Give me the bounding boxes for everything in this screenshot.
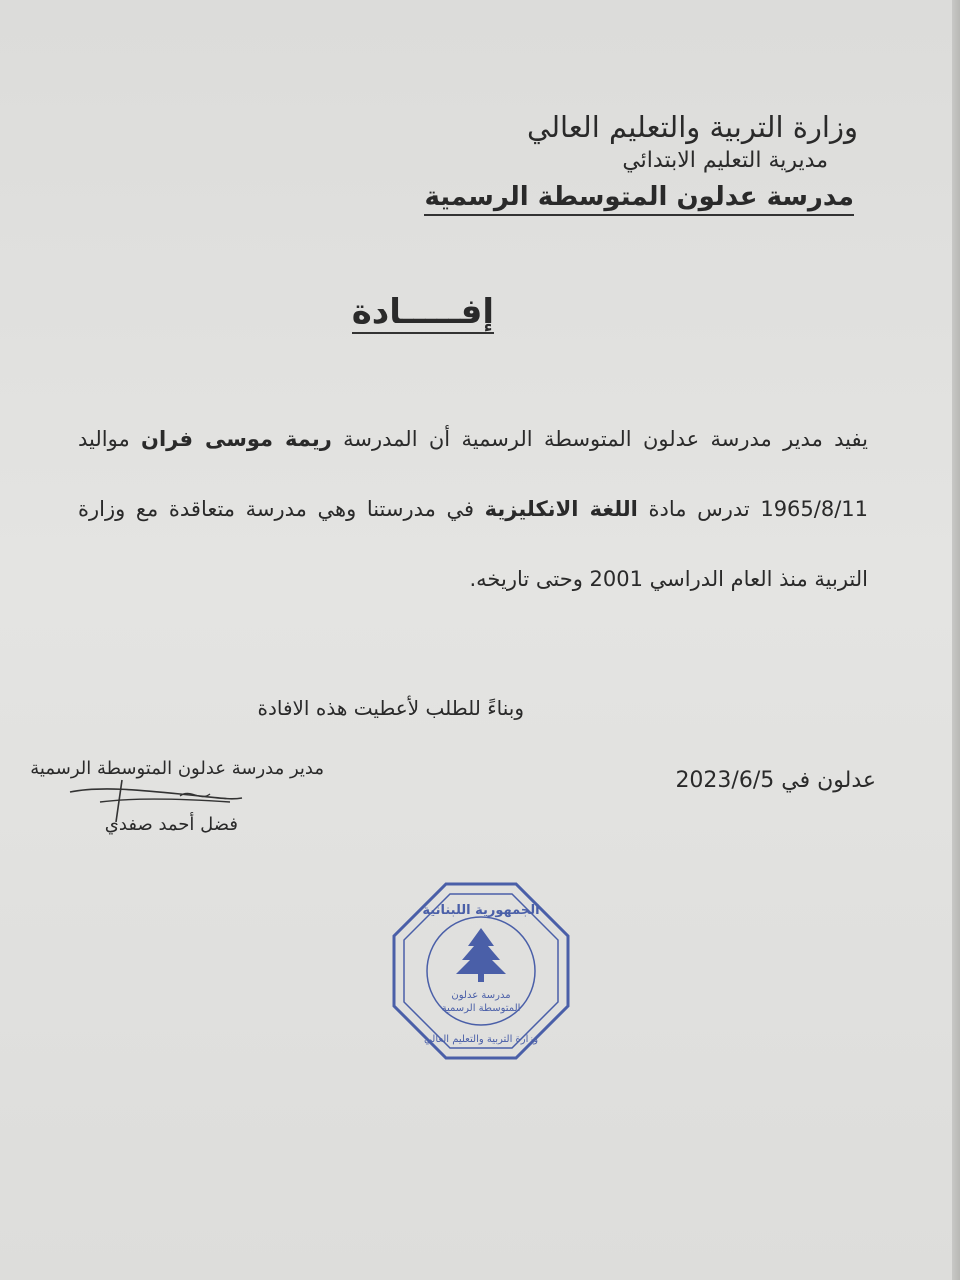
handwritten-signature <box>60 772 260 832</box>
body-part3: في مدرستنا وهي مدرسة متعاقدة مع وزارة التربية منذ العام الدراسي 2001 وحتى تاريخه. <box>78 497 868 591</box>
stamp-inner-line2: المتوسطة الرسمية <box>441 1003 521 1014</box>
cedar-icon <box>456 928 506 982</box>
teacher-name: ريمة موسى فران <box>141 427 332 451</box>
stamp-outer-text: الجمهورية اللبنانية <box>422 903 540 918</box>
stamp-inner-line1: مدرسة عدلون <box>451 990 511 1001</box>
date-line: عدلون في 2023/6/5 <box>675 768 876 793</box>
official-stamp <box>390 880 572 1062</box>
document-title: إفـــــادة <box>351 292 494 332</box>
body-part2: مواليد 1965/8/11 تدرس مادة <box>78 427 869 521</box>
signatory-title: مدير مدرسة عدلون المتوسطة الرسمية <box>30 758 324 779</box>
body-part1: يفيد مدير مدرسة عدلون المتوسطة الرسمية أن المدرسة <box>331 427 868 451</box>
directorate-header: مديرية التعليم الابتدائي <box>622 148 828 173</box>
body-paragraph <box>78 404 868 614</box>
subject-name: اللغة الانكليزية <box>484 497 638 521</box>
school-header: مدرسة عدلون المتوسطة الرسمية <box>424 182 854 216</box>
signatory-name: فضل أحمد صفدي <box>104 814 238 835</box>
ministry-header: وزارة التربية والتعليم العالي <box>527 110 858 144</box>
page-edge <box>952 0 960 1280</box>
stamp-outer-text-bottom: وزارة التربية والتعليم العالي <box>423 1034 539 1045</box>
closing-line: وبناءً للطلب لأعطيت هذه الافادة <box>257 696 524 720</box>
